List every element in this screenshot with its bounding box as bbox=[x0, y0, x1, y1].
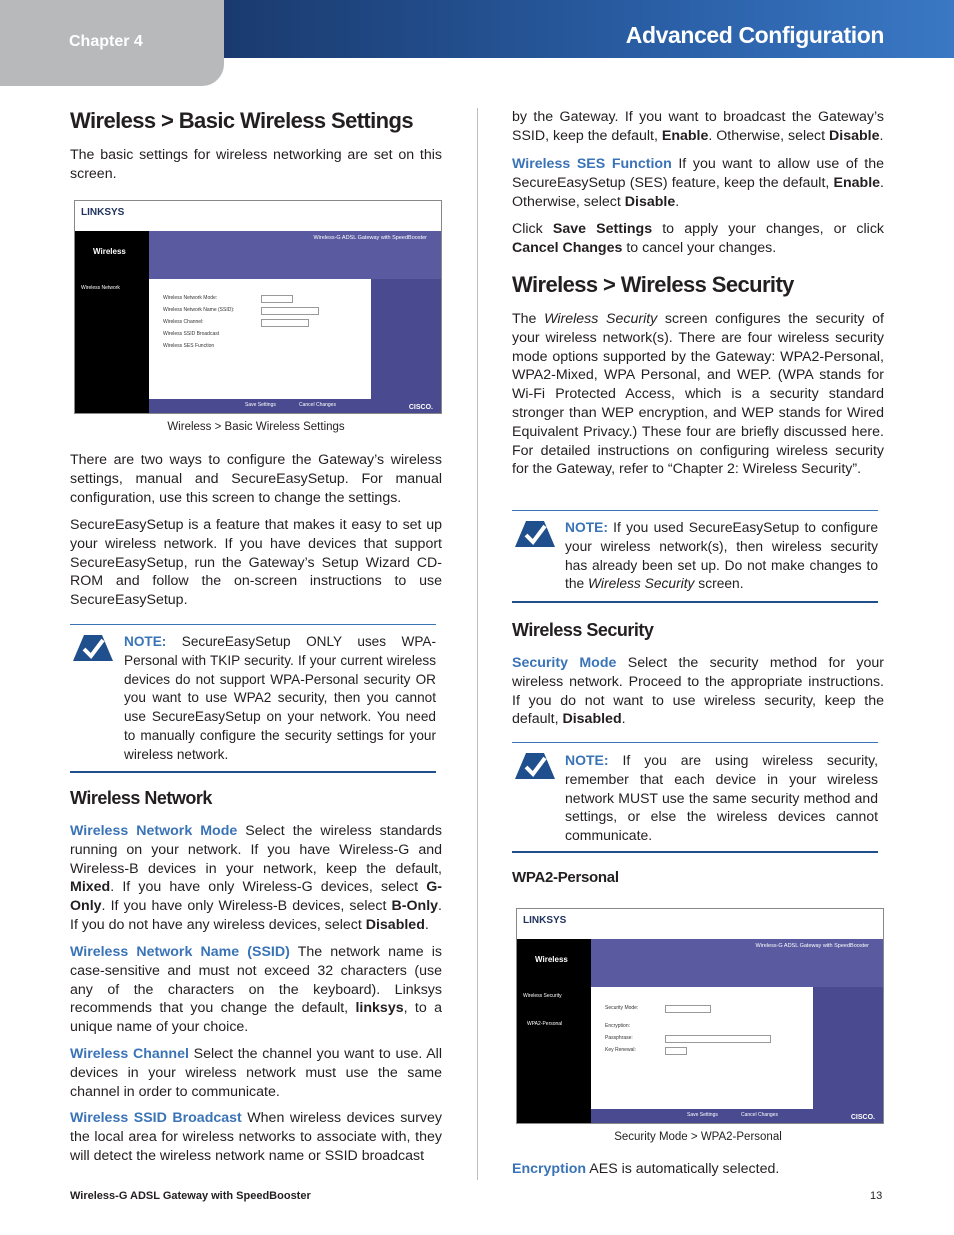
encryption-paragraph: Encryption AES is automatically selected. bbox=[512, 1161, 780, 1177]
channel-paragraph: Wireless Channel Select the channel you want to use. All devices in your wireless network must use the same channel in order to communicate. bbox=[70, 1046, 442, 1100]
security-mode-paragraph: Security Mode Select the security method for your wireless network. Proceed to the appropriate instructions. If you do not want to use wireless security, keep the default, Disabled. bbox=[512, 655, 884, 728]
ssid-input bbox=[261, 307, 319, 315]
row-security-mode: Security Mode: bbox=[605, 1005, 639, 1011]
page-number: 13 bbox=[870, 1190, 883, 1202]
wireless-security-heading: Wireless Security bbox=[512, 620, 654, 640]
row-encryption: Encryption: bbox=[605, 1023, 631, 1029]
column-divider bbox=[477, 108, 478, 1180]
mode-paragraph: Wireless Network Mode Select the wireless standards running on your network. If you have Wireless-G and Wireless-B devices in your network, keep the default, Mixed. If you have only Wireless-G devices, select G-Only. If you have only Wireless-B devices, select B-Only. If you do not have any wireless devices, select Disabled. bbox=[70, 823, 442, 933]
header-bar bbox=[224, 0, 954, 58]
row-key-renewal: Key Renewal: bbox=[605, 1047, 636, 1053]
paragraph-two-ways: There are two ways to configure the Gateway’s wireless settings, manual and SecureEasySetup. For manual configuration, use this screen to change the settings. bbox=[70, 452, 442, 506]
wireless-network-heading: Wireless Network bbox=[70, 788, 212, 808]
section-title: Advanced Configuration bbox=[625, 22, 884, 48]
screenshot-wpa2-personal bbox=[516, 908, 884, 1124]
band-title: Wireless-G ADSL Gateway with SpeedBooster bbox=[755, 943, 869, 949]
footer-product: Wireless-G ADSL Gateway with SpeedBooster bbox=[70, 1190, 311, 1202]
ssid-paragraph: Wireless Network Name (SSID) The network name is case-sensitive and must not exceed 32 characters (use any of the characters on the keyboard). Linksys recommends that you change the default, linksys, to a unique name of your choice. bbox=[70, 944, 442, 1036]
security-title: Wireless > Wireless Security bbox=[512, 272, 794, 297]
note-box-2 bbox=[512, 510, 878, 603]
row-passphrase: Passphrase: bbox=[605, 1035, 633, 1041]
passphrase-input bbox=[665, 1035, 771, 1043]
chapter-label: Chapter 4 bbox=[69, 33, 143, 50]
key-renewal-input bbox=[665, 1047, 687, 1055]
save-label: Save Settings bbox=[687, 1112, 718, 1118]
linksys-logo: LINKSYS bbox=[523, 915, 567, 926]
row-broadcast: Wireless SSID Broadcast bbox=[163, 331, 220, 337]
row-mode: Wireless Network Mode: bbox=[163, 295, 218, 301]
security-paragraph: The Wireless Security screen configures the security of your wireless network(s). There are four wireless security mode options supported by the Gateway: WPA2-Personal, WPA2-Mixed, WPA Personal, and WEP. (WPA stands for Wi-Fi Protected Access, which is a security standard stronger than WEP encryption, and WEP stands for Wired Equivalent Privacy.) These four are briefly discussed here. For detailed instructions on configuring wireless security for the Gateway, refer to “Chapter 2: Wireless Security”. bbox=[512, 311, 885, 478]
checkmark-icon bbox=[70, 631, 116, 667]
row-ses: Wireless SES Function bbox=[163, 343, 215, 349]
paragraph-ses: SecureEasySetup is a feature that makes it easy to set up your wireless network. If you have devices that support SecureEasySetup, run the Gateway’s Setup Wizard CD-ROM and follow the on-screen instructions to use SecureEasySetup. bbox=[70, 517, 442, 609]
nav-title: Wireless bbox=[93, 247, 126, 256]
broadcast-paragraph: Wireless SSID Broadcast When wireless devices survey the local area for wireless networks to associate with, they will detect the wireless network name or SSID broadcast bbox=[70, 1110, 442, 1164]
channel-select bbox=[261, 319, 309, 327]
screenshot-basic-wireless bbox=[74, 200, 442, 414]
figure2-caption: Security Mode > WPA2-Personal bbox=[614, 1131, 782, 1143]
row-ssid: Wireless Network Name (SSID): bbox=[163, 307, 235, 313]
intro-paragraph: The basic settings for wireless networking are set on this screen. bbox=[70, 147, 442, 182]
note-box-1 bbox=[70, 624, 436, 773]
click-paragraph: Click Save Settings to apply your changes, or click Cancel Changes to cancel your changes. bbox=[512, 221, 885, 256]
note-2-text: NOTE: If you used SecureEasySetup to configure your wireless network(s), then wireless security has already been set up. Do not make changes to the Wireless Security screen. bbox=[565, 520, 878, 592]
ses-paragraph: Wireless SES Function If you want to allow use of the SecureEasySetup (SES) feature, keep the default, Enable. Otherwise, select Disable. bbox=[512, 156, 884, 210]
page-title: Wireless > Basic Wireless Settings bbox=[70, 108, 413, 133]
side-label: WPA2-Personal bbox=[527, 1021, 563, 1027]
band-title: Wireless-G ADSL Gateway with SpeedBooster bbox=[313, 235, 427, 241]
cancel-label: Cancel Changes bbox=[299, 402, 336, 408]
linksys-logo: LINKSYS bbox=[81, 207, 125, 218]
note-1-text: NOTE: SecureEasySetup ONLY uses WPA-Personal with TKIP security. If your current wireless devices do not support WPA-Personal security OR you want to use WPA2 security, then you cannot use SecureEasySetup on your network. You need to manually configure the security settings for your wireless network. bbox=[124, 634, 436, 762]
note-box-3 bbox=[512, 742, 878, 853]
figure1-caption: Wireless > Basic Wireless Settings bbox=[167, 421, 345, 433]
chapter-tab bbox=[0, 0, 224, 86]
wpa2-heading: WPA2-Personal bbox=[512, 869, 619, 886]
mode-select bbox=[261, 295, 293, 303]
note-3-text: NOTE: If you are using wireless security, remember that each device in your wireless network MUST use the same security method and settings, or else the wireless devices cannot communicate. bbox=[565, 752, 878, 844]
subtab-label: Wireless Network bbox=[81, 285, 120, 291]
row-channel: Wireless Channel: bbox=[163, 319, 204, 325]
cancel-label: Cancel Changes bbox=[741, 1112, 778, 1118]
cisco-logo: CISCO. bbox=[408, 404, 433, 411]
checkmark-icon bbox=[512, 749, 558, 785]
save-label: Save Settings bbox=[245, 402, 276, 408]
continued-paragraph: by the Gateway. If you want to broadcast the Gateway’s SSID, keep the default, Enable. Otherwise, select Disable. bbox=[512, 109, 884, 144]
nav-title: Wireless bbox=[535, 955, 568, 964]
subtab-label: Wireless Security bbox=[523, 993, 562, 999]
security-mode-select bbox=[665, 1005, 711, 1013]
checkmark-icon bbox=[512, 517, 558, 553]
cisco-logo: CISCO. bbox=[850, 1114, 875, 1121]
